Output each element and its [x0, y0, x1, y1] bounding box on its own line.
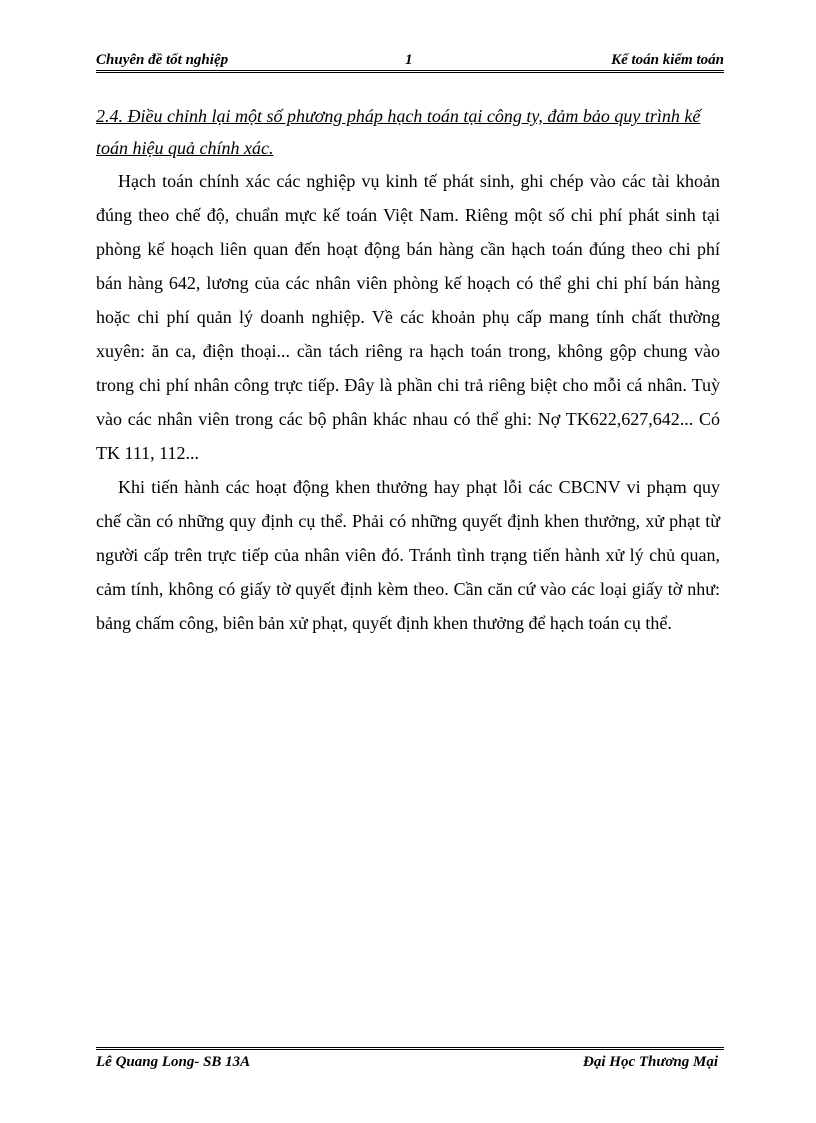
page-body	[96, 100, 720, 640]
footer-university: Đại Học Thương Mại	[583, 1054, 718, 1070]
paragraph-accounting-entries: Hạch toán chính xác các nghiệp vụ kinh tế phát sinh, ghi chép vào các tài khoản đúng theo chế độ, chuẩn mực kế toán Việt Nam. Riêng một số chi phí phát sinh tại phòng kế hoạch liên quan đến hoạt động bán hàng cần hạch toán đúng theo chi phí bán hàng 642, lương của các nhân viên phòng kế hoạch có thể ghi chi phí bán hàng hoặc chi phí quản lý doanh nghiệp. Về các khoản phụ cấp mang tính chất thường xuyên: ăn ca, điện thoại... cần tách riêng ra hạch toán trong, không gộp chung vào trong chi phí nhân công trực tiếp. Đây là phần chi trả riêng biệt cho mỗi cá nhân. Tuỳ vào các nhân viên trong các bộ phân khác nhau có thể ghi: Nợ TK622,627,642... Có TK 111, 112...	[96, 171, 720, 463]
footer-divider	[96, 1047, 724, 1050]
header-divider	[96, 70, 724, 73]
header-subject: Kế toán kiểm toán	[611, 52, 724, 68]
page-header	[96, 52, 724, 72]
section-heading: 2.4. Điều chỉnh lại một số phương pháp hạch toán tại công ty, đảm bảo quy trình kế toán hiệu quả chính xác.	[96, 106, 701, 158]
header-document-type: Chuyên đề tốt nghiệp	[96, 52, 229, 68]
page-footer	[96, 1054, 724, 1074]
footer-author: Lê Quang Long- SB 13A	[96, 1054, 251, 1070]
header-page-number: 1	[405, 52, 413, 68]
paragraph-rewards-penalties: Khi tiến hành các hoạt động khen thưởng hay phạt lỗi các CBCNV vi phạm quy chế cần có những quy định cụ thể. Phải có những quyết định khen thưởng, xử phạt từ người cấp trên trực tiếp của nhân viên đó. Tránh tình trạng tiến hành xử lý chủ quan, cảm tính, không có giấy tờ quyết định kèm theo. Cần căn cứ vào các loại giấy tờ như: bảng chấm công, biên bản xử phạt, quyết định khen thưởng để hạch toán cụ thể.	[96, 477, 720, 633]
